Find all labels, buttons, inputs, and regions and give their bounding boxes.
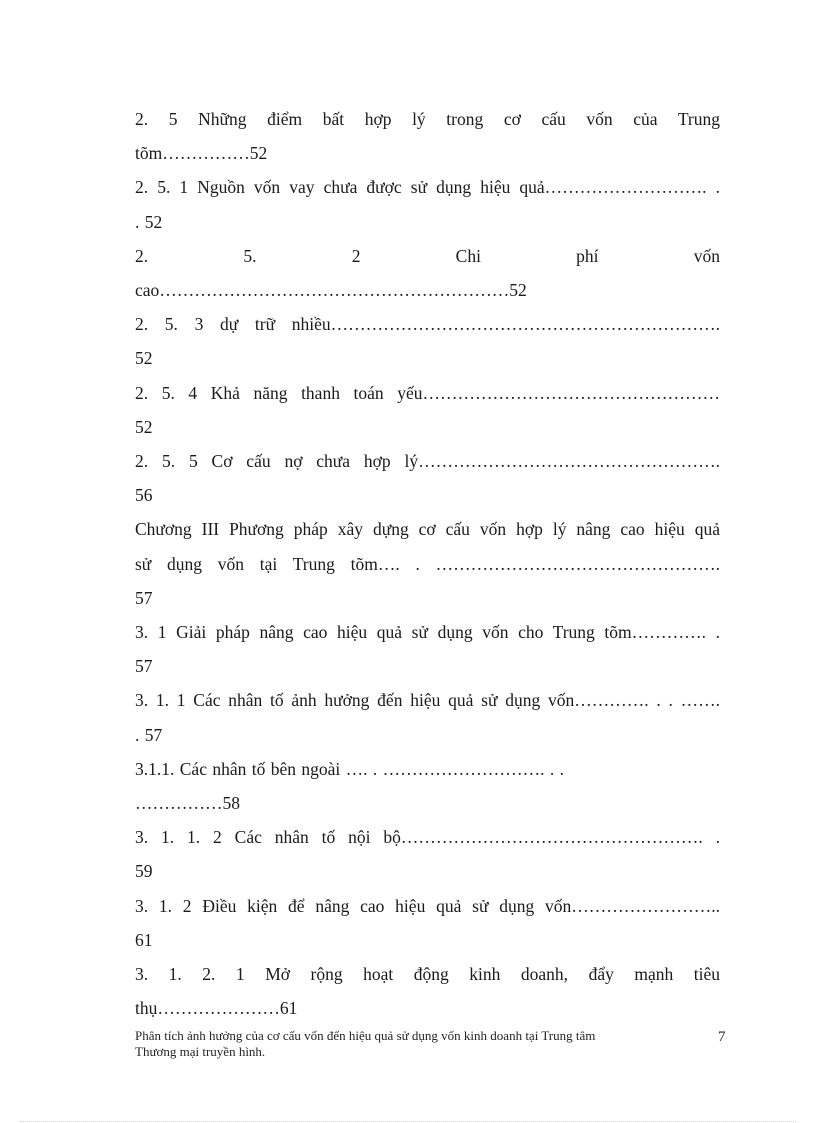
toc-entry-2-5-3-line2: 52 bbox=[135, 348, 153, 369]
toc-entry-2-5-1-line1: 2. 5. 1 Nguồn vốn vay chưa được sử dụng hiệu quả………………………. . bbox=[135, 177, 720, 198]
toc-entry-2-5-line2: tõm……………52 bbox=[135, 143, 268, 164]
page-footer bbox=[135, 1028, 675, 1060]
toc-entry-3-1-1-1-line1: 3.1.1. Các nhân tố bên ngoài …. . ………………………. . . bbox=[135, 758, 564, 779]
toc-entry-3-1-1-line1: 3. 1. 1 Các nhân tố ảnh hưởng đến hiệu quả sử dụng vốn…………. . . ……. bbox=[135, 690, 720, 711]
toc-entry-2-5-2-line2: cao……………………………………………………52 bbox=[135, 280, 527, 301]
toc-entry-3-1-1-line2: . 57 bbox=[135, 724, 163, 745]
page-bottom-divider bbox=[20, 1121, 796, 1122]
footer-title-line1: Phân tích ảnh hưởng của cơ cấu vốn đến hiệu quả sử dụng vốn kinh doanh tại Trung tâm bbox=[135, 1028, 596, 1043]
toc-entry-2-5-4-line2: 52 bbox=[135, 416, 153, 437]
toc-entry-chuong-3-line1: Chương III Phương pháp xây dựng cơ cấu vốn hợp lý nâng cao hiệu quả bbox=[135, 519, 720, 540]
toc-entry-3-1-2-1-line2: thụ…………………61 bbox=[135, 998, 298, 1019]
footer-title-line2: Thương mại truyền hình. bbox=[135, 1044, 266, 1059]
toc-entry-2-5-line1: 2. 5 Những điểm bất hợp lý trong cơ cấu vốn của Trung bbox=[135, 109, 720, 129]
table-of-contents bbox=[135, 102, 720, 1025]
toc-entry-3-1-2-line1: 3. 1. 2 Điều kiện để nâng cao hiệu quả sử dụng vốn…………………….. bbox=[135, 895, 720, 916]
toc-entry-3-1-1-2-line1: 3. 1. 1. 2 Các nhân tố nội bộ……………………………………………. . bbox=[135, 827, 720, 848]
toc-entry-2-5-2-line1: 2. 5. 2 Chi phí vốn bbox=[135, 245, 720, 266]
toc-entry-3-1-line2: 57 bbox=[135, 656, 153, 677]
toc-entry-3-1-line1: 3. 1 Giải pháp nâng cao hiệu quả sử dụng vốn cho Trung tõm…………. . bbox=[135, 622, 720, 643]
toc-entry-3-1-2-1-line1: 3. 1. 2. 1 Mở rộng hoạt động kinh doanh, đẩy mạnh tiêu bbox=[135, 964, 720, 985]
toc-entry-3-1-2-line2: 61 bbox=[135, 929, 153, 950]
toc-entry-chuong-3-line2: sử dụng vốn tại Trung tõm…. . …………………………………………. bbox=[135, 553, 720, 574]
page-number: 7 bbox=[718, 1029, 726, 1045]
toc-entry-3-1-1-1-line2: ……………58 bbox=[135, 793, 240, 814]
toc-entry-2-5-3-line1: 2. 5. 3 dự trữ nhiều…………………………………………………………. bbox=[135, 314, 720, 335]
toc-entry-3-1-1-2-line2: 59 bbox=[135, 861, 153, 882]
toc-entry-2-5-4-line1: 2. 5. 4 Khả năng thanh toán yếu…………………………………………… bbox=[135, 382, 720, 403]
toc-entry-2-5-5-line2: 56 bbox=[135, 485, 153, 506]
toc-entry-2-5-5-line1: 2. 5. 5 Cơ cấu nợ chưa hợp lý……………………………………………. bbox=[135, 451, 720, 472]
toc-entry-2-5-1-line2: . 52 bbox=[135, 211, 163, 232]
toc-entry-chuong-3-line3: 57 bbox=[135, 587, 153, 608]
